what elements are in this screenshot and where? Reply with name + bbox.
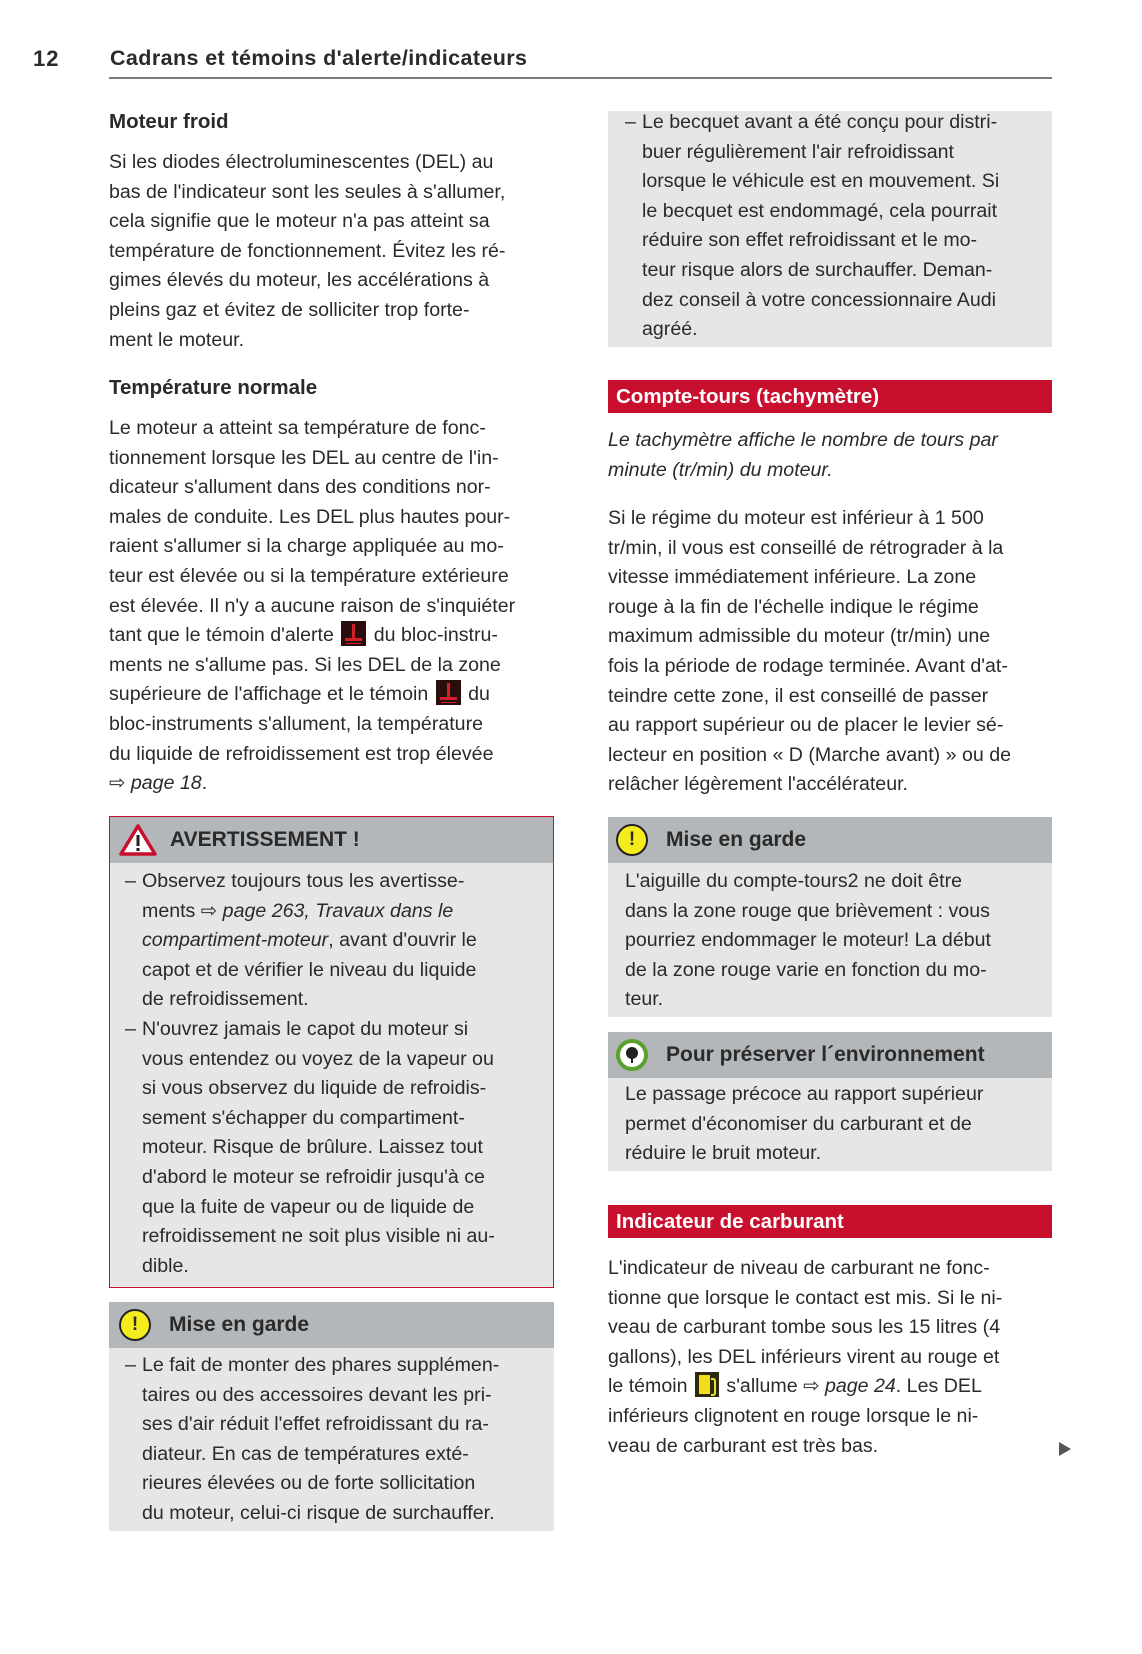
text: gallons), les DEL inférieurs virent au rouge et [608, 1345, 1000, 1368]
text: est élevée. Il n'y a aucune raison de s'inquiéter [109, 594, 516, 617]
text: relâcher légèrement l'accélérateur. [608, 773, 908, 796]
italic-reference: page 263, Travaux dans le [222, 899, 454, 922]
text: dans la zone rouge que brièvement : vous [625, 899, 990, 922]
list-item [625, 108, 1000, 345]
text: Le passage précoce au rapport supérieur [625, 1083, 984, 1105]
italic-reference: Le tachymètre affiche le nombre de tours par [608, 429, 998, 451]
environment-text [625, 1080, 983, 1169]
text: diateur. En cas de températures exté- [142, 1442, 469, 1465]
text: agréé. [642, 318, 698, 341]
text-line [109, 237, 505, 267]
text-line [608, 456, 998, 486]
text: si vous observez du liquide de refroidis- [142, 1077, 487, 1100]
warning-items [125, 867, 495, 1281]
environment-box [608, 1032, 1052, 1171]
text: Si les diodes électroluminescentes (DEL) au [109, 151, 494, 173]
text-line [142, 1163, 495, 1193]
text: de la zone rouge varie en fonction du mo- [625, 958, 987, 981]
text-line [142, 1410, 499, 1440]
text: de refroidissement. [142, 988, 309, 1011]
text-line [109, 503, 515, 533]
text-line [608, 652, 1011, 682]
text-line [642, 108, 999, 138]
text-line [142, 1499, 499, 1529]
text: du moteur, celui-ci risque de surchauffer. [142, 1501, 495, 1524]
text: ments ⇨ [142, 899, 223, 922]
text: supérieure de l'affichage et le témoin [109, 683, 434, 706]
text: que la fuite de vapeur ou de liquide de [142, 1195, 475, 1218]
text-line [608, 770, 1011, 800]
warning-triangle-icon [118, 823, 158, 857]
caution-text [625, 867, 991, 1015]
text: veau de carburant tombe sous les 15 litres (4 [608, 1316, 1001, 1339]
text: permet d'économiser du carburant et de [625, 1112, 972, 1135]
text: gimes élevés du moteur, les accélérations à [109, 269, 490, 292]
text-line [608, 1432, 1002, 1462]
text: bas de l'indicateur sont les seules à s'allumer, [109, 180, 506, 203]
text: tionne que lorsque le contact est mis. Si le ni- [608, 1286, 1003, 1309]
text: teur risque alors de surchauffer. Deman- [642, 258, 993, 281]
text-line [642, 226, 999, 256]
warning-box [109, 816, 554, 1288]
text: males de conduite. Les DEL plus hautes pour- [109, 505, 511, 528]
text-line [625, 985, 991, 1015]
text: N'ouvrez jamais le capot du moteur si [142, 1017, 469, 1040]
environment-title: Pour préserver l´environnement [666, 1043, 985, 1066]
page-number: 12 [33, 46, 60, 71]
text: rouge à la fin de l'échelle indique le régime [608, 595, 979, 618]
warning-header [110, 817, 553, 863]
text-line [608, 1284, 1002, 1314]
list-item [125, 1351, 500, 1529]
text: au rapport supérieur ou de placer le levier sé- [608, 714, 1004, 737]
text: raient s'allumer si la charge appliquée au mo- [109, 535, 504, 558]
text: teindre cette zone, il est conseillé de passer [608, 684, 989, 707]
text: buer régulièrement l'air refroidissant [642, 140, 954, 163]
text-line [142, 1222, 495, 1252]
tree-icon [616, 1039, 648, 1071]
text-line [142, 1469, 499, 1499]
text: le témoin [608, 1375, 693, 1398]
text-line [109, 326, 505, 356]
text-line [625, 1139, 983, 1169]
text-line [142, 926, 495, 956]
text-line [642, 167, 999, 197]
text: lorsque le véhicule est en mouvement. Si [642, 170, 1000, 193]
text-line [608, 622, 1011, 652]
text-line [109, 532, 515, 562]
text-line [142, 985, 495, 1015]
text-line [608, 563, 1011, 593]
italic-reference: compartiment-moteur [142, 929, 329, 952]
text: teur. [625, 988, 664, 1011]
text-line [109, 680, 515, 710]
text: moteur. Risque de brûlure. Laissez tout [142, 1136, 483, 1159]
text: cela signifie que le moteur n'a pas atteint sa [109, 210, 490, 233]
text-line [109, 296, 505, 326]
text: . Les DEL [895, 1375, 982, 1398]
text: Le becquet avant a été conçu pour distri- [642, 111, 998, 133]
caution-header [109, 1302, 554, 1348]
text-line [142, 867, 495, 897]
text: L'indicateur de niveau de carburant ne fonc- [608, 1257, 990, 1279]
text: maximum admissible du moteur (tr/min) une [608, 625, 991, 648]
text: lecteur en position « D (Marche avant) » ou de [608, 743, 1011, 766]
text-line [608, 504, 1011, 534]
text-line [608, 741, 1011, 771]
italic-reference: page 18 [130, 772, 202, 795]
text: ses d'air réduit l'effet refroidissant du ra- [142, 1413, 489, 1436]
caution-title: Mise en garde [169, 1313, 310, 1336]
text-line [608, 682, 1011, 712]
text: taires ou des accessoires devant les pri- [142, 1383, 492, 1406]
text: réduire son effet refroidissant et le mo- [642, 229, 978, 252]
header-rule [109, 77, 1052, 79]
coolant-temperature-icon [436, 680, 461, 705]
text-line [109, 769, 515, 799]
caution-header [608, 817, 1052, 863]
dash-bullet: – [125, 1354, 136, 1376]
text-line [625, 956, 991, 986]
continued-caution-box [608, 111, 1052, 347]
warning-title: AVERTISSEMENT ! [170, 828, 360, 851]
text: du bloc-instru- [368, 624, 498, 647]
text: Le fait de monter des phares supplémen- [142, 1354, 500, 1376]
text-line [109, 473, 515, 503]
dash-bullet: – [125, 870, 136, 892]
text-line [608, 1402, 1002, 1432]
heading-moteur-froid: Moteur froid [109, 110, 229, 133]
text-line [142, 1104, 495, 1134]
text-line [109, 562, 515, 592]
text-line [109, 740, 515, 770]
text-line [642, 197, 999, 227]
text: réduire le bruit moteur. [625, 1142, 822, 1165]
text-line [142, 1074, 495, 1104]
list-item [125, 1015, 495, 1281]
heading-temperature-normale: Température normale [109, 376, 318, 399]
text-line [608, 593, 1011, 623]
coolant-temperature-icon [341, 621, 366, 646]
text: refroidissement ne soit plus visible ni au- [142, 1225, 495, 1248]
fuel-warning-icon [695, 1372, 719, 1397]
text-line [142, 1351, 499, 1381]
continue-arrow-icon [1058, 1441, 1072, 1457]
caution-icon: ! [616, 824, 648, 856]
text-line [109, 266, 505, 296]
paragraph-compte-tours [608, 504, 1011, 800]
text: capot et de vérifier le niveau du liquide [142, 958, 477, 981]
list-item [125, 867, 495, 1015]
text-line [625, 1110, 983, 1140]
italic-reference: page 24 [824, 1375, 896, 1398]
italic-reference: minute (tr/min) du moteur. [608, 458, 833, 481]
text-line [642, 256, 999, 286]
continued-items [625, 108, 1000, 345]
text-line [109, 414, 515, 444]
text-line [109, 444, 515, 474]
text: dible. [142, 1254, 189, 1277]
text: fois la période de rodage terminée. Avant d'at- [608, 654, 1008, 677]
text-line [142, 1440, 499, 1470]
text-line [608, 1254, 1002, 1284]
text: bloc-instruments s'allument, la température [109, 712, 484, 735]
text: du liquide de refroidissement est trop élevée [109, 742, 494, 765]
text: , avant d'ouvrir le [328, 929, 477, 952]
text: rieures élevées ou de forte sollicitation [142, 1472, 476, 1495]
text-line [642, 286, 999, 316]
heading-compte-tours: Compte-tours (tachymètre) [608, 380, 1052, 413]
page-title: Cadrans et témoins d'alerte/indicateurs [110, 46, 528, 70]
text-line [642, 315, 999, 345]
text: . [201, 772, 208, 795]
dash-bullet: – [125, 1017, 136, 1040]
text: teur est élevée ou si la température extérieure [109, 564, 509, 587]
heading-indicateur-carburant: Indicateur de carburant [608, 1205, 1052, 1238]
text: le becquet est endommagé, cela pourrait [642, 199, 998, 222]
caution-title: Mise en garde [666, 828, 807, 851]
text: dicateur s'allument dans des conditions nor- [109, 476, 491, 499]
text: ments ne s'allume pas. Si les DEL de la zone [109, 653, 501, 676]
text-line [608, 426, 998, 456]
dash-bullet: – [625, 111, 636, 133]
text-line [142, 1252, 495, 1282]
text: vitesse immédiatement inférieure. La zone [608, 566, 977, 589]
text-line [142, 1133, 495, 1163]
text-line [608, 1313, 1002, 1343]
paragraph-moteur-froid [109, 148, 505, 355]
caution-box-left [109, 1302, 554, 1531]
text: tr/min, il vous est conseillé de rétrograder à la [608, 536, 1004, 559]
text: Si le régime du moteur est inférieur à 1 500 [608, 507, 984, 529]
paragraph-carburant [608, 1254, 1002, 1461]
text: Observez toujours tous les avertisse- [142, 870, 465, 892]
text-line [142, 1015, 495, 1045]
paragraph-temperature-normale [109, 414, 515, 799]
text-line [109, 207, 505, 237]
text-line [142, 1193, 495, 1223]
text-line [109, 651, 515, 681]
text-line [142, 1045, 495, 1075]
text: température de fonctionnement. Évitez les ré- [109, 239, 506, 262]
text: pleins gaz et évitez de solliciter trop forte- [109, 298, 470, 321]
text: tant que le témoin d'alerte [109, 624, 340, 647]
text: sement s'échapper du compartiment- [142, 1106, 465, 1129]
caution-items [125, 1351, 500, 1529]
text-line [142, 897, 495, 927]
text-line [109, 178, 505, 208]
text: veau de carburant est très bas. [608, 1434, 879, 1457]
text-line [625, 1080, 983, 1110]
text: du [462, 683, 490, 706]
text: Le moteur a atteint sa température de fonc- [109, 417, 486, 439]
text-line [625, 926, 991, 956]
text-line [109, 621, 515, 651]
text: d'abord le moteur se refroidir jusqu'à ce [142, 1165, 485, 1188]
text-line [109, 148, 505, 178]
text-line [608, 711, 1011, 741]
text: ment le moteur. [109, 328, 245, 351]
text-line [625, 867, 991, 897]
caution-box-right [608, 817, 1052, 1017]
text-line [109, 592, 515, 622]
text: vous entendez ou voyez de la vapeur ou [142, 1047, 494, 1070]
text: inférieurs clignotent en rouge lorsque le ni- [608, 1404, 979, 1427]
caution-icon: ! [119, 1309, 151, 1341]
text: ⇨ [109, 772, 131, 795]
text: tionnement lorsque les DEL au centre de l'in- [109, 446, 499, 469]
text-line [642, 138, 999, 168]
text-line [109, 710, 515, 740]
text-line [608, 534, 1011, 564]
text: dez conseil à votre concessionnaire Audi [642, 288, 996, 311]
text: pourriez endommager le moteur! La début [625, 929, 991, 952]
text-line [625, 897, 991, 927]
environment-header [608, 1032, 1052, 1078]
text-line [608, 1372, 1002, 1402]
text: s'allume ⇨ [720, 1375, 825, 1398]
text: L'aiguille du compte-tours2 ne doit être [625, 870, 963, 892]
tach-intro [608, 426, 998, 485]
text-line [142, 956, 495, 986]
text-line [142, 1381, 499, 1411]
text-line [608, 1343, 1002, 1373]
